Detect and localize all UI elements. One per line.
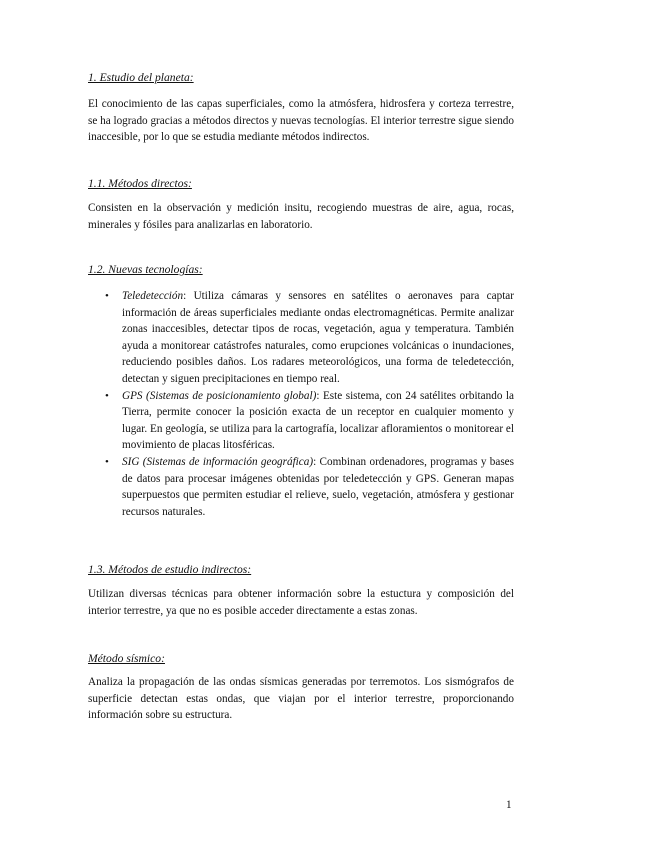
heading-metodos-indirectos: 1.3. Métodos de estudio indirectos: xyxy=(88,563,252,576)
heading-nuevas-tecnologias: 1.2. Nuevas tecnologías: xyxy=(88,263,203,276)
list-item-teledeteccion xyxy=(88,288,514,388)
paragraph-estudio-planeta: El conocimiento de las capas superficiales, como la atmósfera, hidrosfera y corteza terrestre, se ha logrado gracias a métodos directos y nuevas tecnologías. El interior terrestre sigue siendo inaccesible, por lo que se estudia mediante métodos indirectos. xyxy=(88,98,514,144)
heading-metodo-sismico: Método sísmico: xyxy=(88,652,165,665)
bullet-icon: • xyxy=(105,389,109,402)
description-teledeteccion: : Utiliza cámaras y sensores en satélites o aeronaves para captar información de áreas superficiales mediante ondas electromagnéticas. Permite analizar zonas inaccesibles, detectar tipos de rocas, vegetación, agua y temperatura. También ayuda a monitorear catástrofes naturales, como erupciones volcánicas o inundaciones, reduciendo posibles daños. Los radares meteorológicos, una forma de teledetección, detectan y siguen precipitaciones en tiempo real. xyxy=(122,290,514,385)
paragraph-metodos-indirectos: Utilizan diversas técnicas para obtener información sobre la estuctura y composición del interior terrestre, ya que no es posible acceder directamente a estas zonas. xyxy=(88,588,514,617)
term-teledeteccion: Teledetección xyxy=(122,290,184,302)
technology-list xyxy=(88,288,514,520)
page-number: 1 xyxy=(506,799,512,811)
bullet-icon: • xyxy=(105,290,109,302)
list-item-sig xyxy=(88,454,514,520)
paragraph-metodos-directos: Consisten en la observación y medición insitu, recogiendo muestras de aire, agua, rocas, minerales y fósiles para analizarlas en laboratorio. xyxy=(88,202,514,231)
heading-metodos-directos: 1.1. Métodos directos: xyxy=(88,177,192,190)
description-sig: : Combinan ordenadores, programas y bases de datos para procesar imágenes obtenidas por teledetección y GPS. Generan mapas superpuestos que permiten estudiar el relieve, suelo, vegetación, atmósfera y gestionar recursos naturales. xyxy=(122,455,514,518)
paragraph-metodo-sismico: Analiza la propagación de las ondas sísmicas generadas por terremotos. Los sismógrafos de superficie detectan estas ondas, que viajan por el interior terrestre, proporcionando información sobre su estructura. xyxy=(88,676,514,722)
heading-estudio-planeta: 1. Estudio del planeta: xyxy=(88,71,194,84)
bullet-icon: • xyxy=(105,455,109,468)
list-item-gps xyxy=(88,388,514,454)
term-sig: SIG (Sistemas de información geográfica) xyxy=(122,455,314,468)
term-gps: GPS (Sistemas de posicionamiento global) xyxy=(122,389,317,402)
description-gps: : Este sistema, con 24 satélites orbitando la Tierra, permite conocer la posición exacta de un receptor en cualquier momento y lugar. En geología, se utiliza para la cartografía, localizar afloramientos o monitorear el movimiento de placas litosféricas. xyxy=(122,389,515,452)
